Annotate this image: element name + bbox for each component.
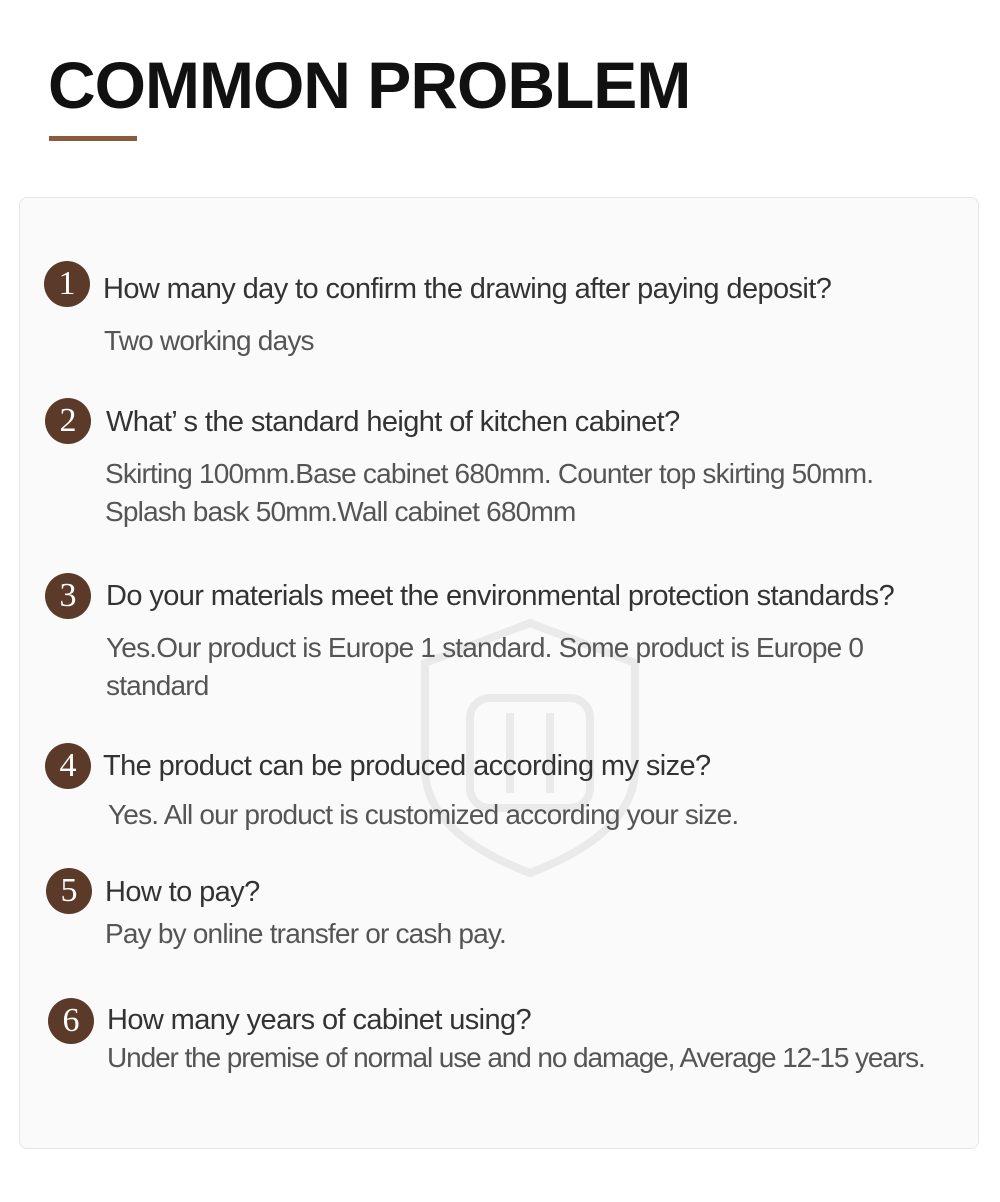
faq-answer-4: Yes. All our product is customized according your size. [108,799,739,830]
number-badge-6: 6 [48,998,94,1044]
number-badge-3: 3 [45,573,91,619]
number-badge-4: 4 [45,743,91,789]
number-badge-5: 5 [46,868,92,914]
number-badge-1: 1 [44,261,90,307]
faq-question-3: Do your materials meet the environmental protection standards? [106,580,895,612]
faq-answer-3: Yes.Our product is Europe 1 standard. Some product is Europe 0 standard [106,632,864,701]
faq-answer-1: Two working days [104,325,314,356]
faq-card [19,197,979,1149]
faq-question-2: What’ s the standard height of kitchen cabinet? [106,406,680,438]
faq-question-1: How many day to confirm the drawing after paying deposit? [103,273,832,305]
faq-question-4: The product can be produced according my size? [103,750,711,782]
faq-question-5: How to pay? [105,876,260,908]
page-title: COMMON PROBLEM [48,48,691,122]
faq-answer-5: Pay by online transfer or cash pay. [105,918,507,949]
faq-answer-6: Under the premise of normal use and no damage, Average 12-15 years. [107,1042,925,1073]
number-badge-2: 2 [45,398,91,444]
title-underline [49,136,137,141]
faq-question-6: How many years of cabinet using? [107,1004,532,1036]
faq-answer-2: Skirting 100mm.Base cabinet 680mm. Counter top skirting 50mm. Splash bask 50mm.Wall cabinet 680mm [105,458,874,527]
